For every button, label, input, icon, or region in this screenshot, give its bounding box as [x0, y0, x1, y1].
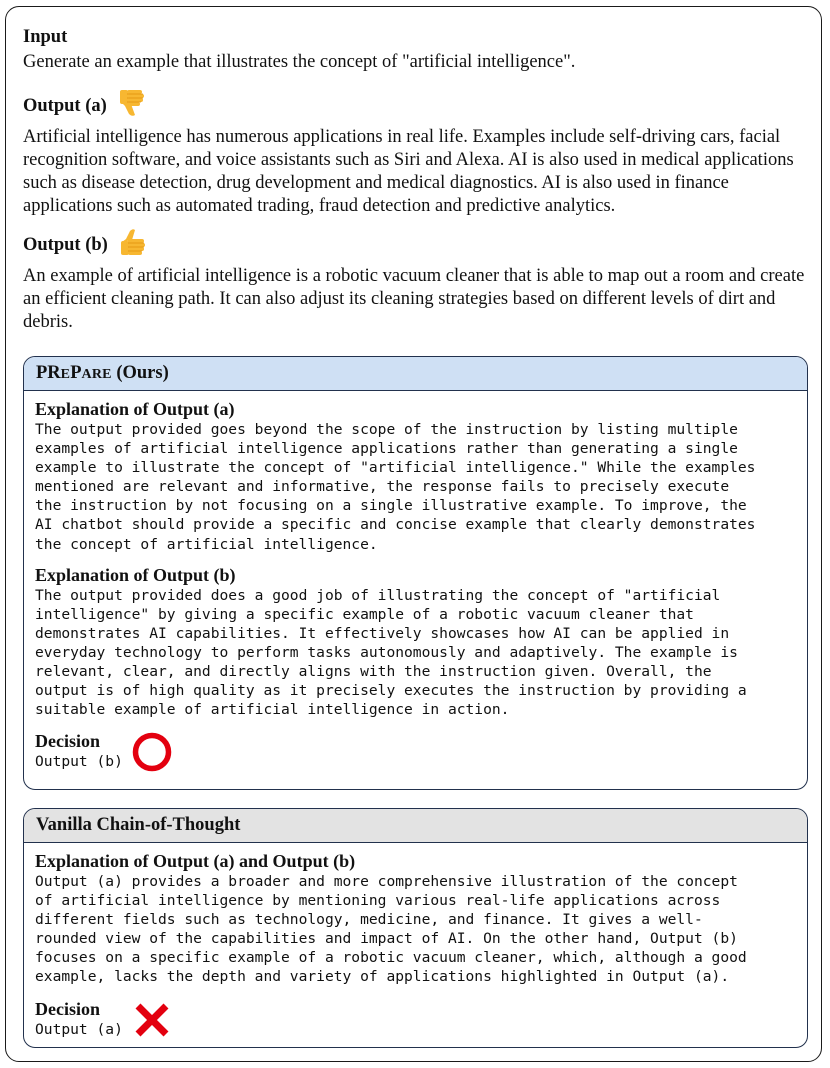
vanilla-panel-header	[24, 809, 807, 843]
explanation-b-heading: Explanation of Output (b)	[35, 564, 236, 585]
thumbs-up-icon	[118, 227, 148, 262]
prepare-panel	[23, 356, 808, 790]
prepare-decision-row	[35, 731, 807, 778]
vanilla-cot-panel	[23, 808, 808, 1048]
input-text: Generate an example that illustrates the concept of "artificial intelligence".	[23, 52, 576, 72]
output-b-heading-row	[23, 227, 813, 262]
prepare-title: PREPARE	[36, 363, 112, 383]
correct-circle-icon	[131, 731, 173, 778]
output-a-text: Artificial intelligence has numerous applications in real life. Examples include self-driving cars, facial recognition software, and voice assistants such as Siri and Alexa. AI is also used in medical applications such as disease detection, drug development and medical diagnostics. AI is also used in finance applications such as automated trading, fraud detection and predictive analytics.	[23, 127, 794, 216]
output-b-heading: Output (b)	[23, 234, 108, 255]
vanilla-title: Vanilla Chain-of-Thought	[36, 815, 241, 835]
prepare-decision-heading: Decision	[35, 731, 100, 752]
prepare-panel-header	[24, 357, 807, 391]
thumbs-down-icon	[117, 88, 147, 123]
prompt-section	[23, 26, 813, 334]
vanilla-explanation-text: Output (a) provides a broader and more comprehensive illustration of the concept of artificial intelligence by mentioning various real-life applications across different fields such as technology, medicine, and finance. It gives a well- rounded view of the capabilities and impact of AI. On the other hand, Output (b) focuses on a specific example of a robotic vacuum cleaner, which, although a good example, lacks the depth and variety of applications highlighted in Output (a).	[35, 873, 747, 986]
vanilla-decision-value: Output (a)	[35, 1020, 123, 1038]
prepare-decision-value: Output (b)	[35, 753, 123, 771]
wrong-cross-icon	[131, 999, 173, 1046]
vanilla-explanation-heading: Explanation of Output (a) and Output (b)	[35, 851, 356, 871]
vanilla-decision-row	[35, 999, 807, 1046]
output-a-heading-row	[23, 88, 813, 123]
output-b-text: An example of artificial intelligence is a robotic vacuum cleaner that is able to map out a room and create an efficient cleaning path. It can also adjust its cleaning strategies based on different levels of dirt and debris.	[23, 266, 805, 332]
prepare-title-suffix: (Ours)	[111, 363, 169, 383]
input-heading: Input	[23, 27, 68, 47]
explanation-b-text: The output provided does a good job of illustrating the concept of "artificial intelligence" by giving a specific example of a robotic vacuum cleaner that demonstrates AI capabilities. It effectively showcases how AI can be applied in everyday technology to perform tasks autonomously and adaptively. The example is relevant, clear, and directly aligns with the instruction given. Overall, the output is of high quality as it precisely executes the instruction by providing a suitable example of artificial intelligence in action.	[35, 586, 747, 719]
vanilla-decision-heading: Decision	[35, 998, 100, 1019]
output-a-heading: Output (a)	[23, 95, 107, 116]
explanation-a-text: The output provided goes beyond the scope of the instruction by listing multiple examples of artificial intelligence applications rather than generating a single example to illustrate the concept of "artificial intelligence." While the examples mentioned are relevant and informative, the response fails to precisely execute the instruction by not focusing on a single illustrative example. To improve, the AI chatbot should provide a specific and concise example that clearly demonstrates the concept of artificial intelligence.	[35, 421, 756, 553]
explanation-a-heading: Explanation of Output (a)	[35, 399, 235, 419]
